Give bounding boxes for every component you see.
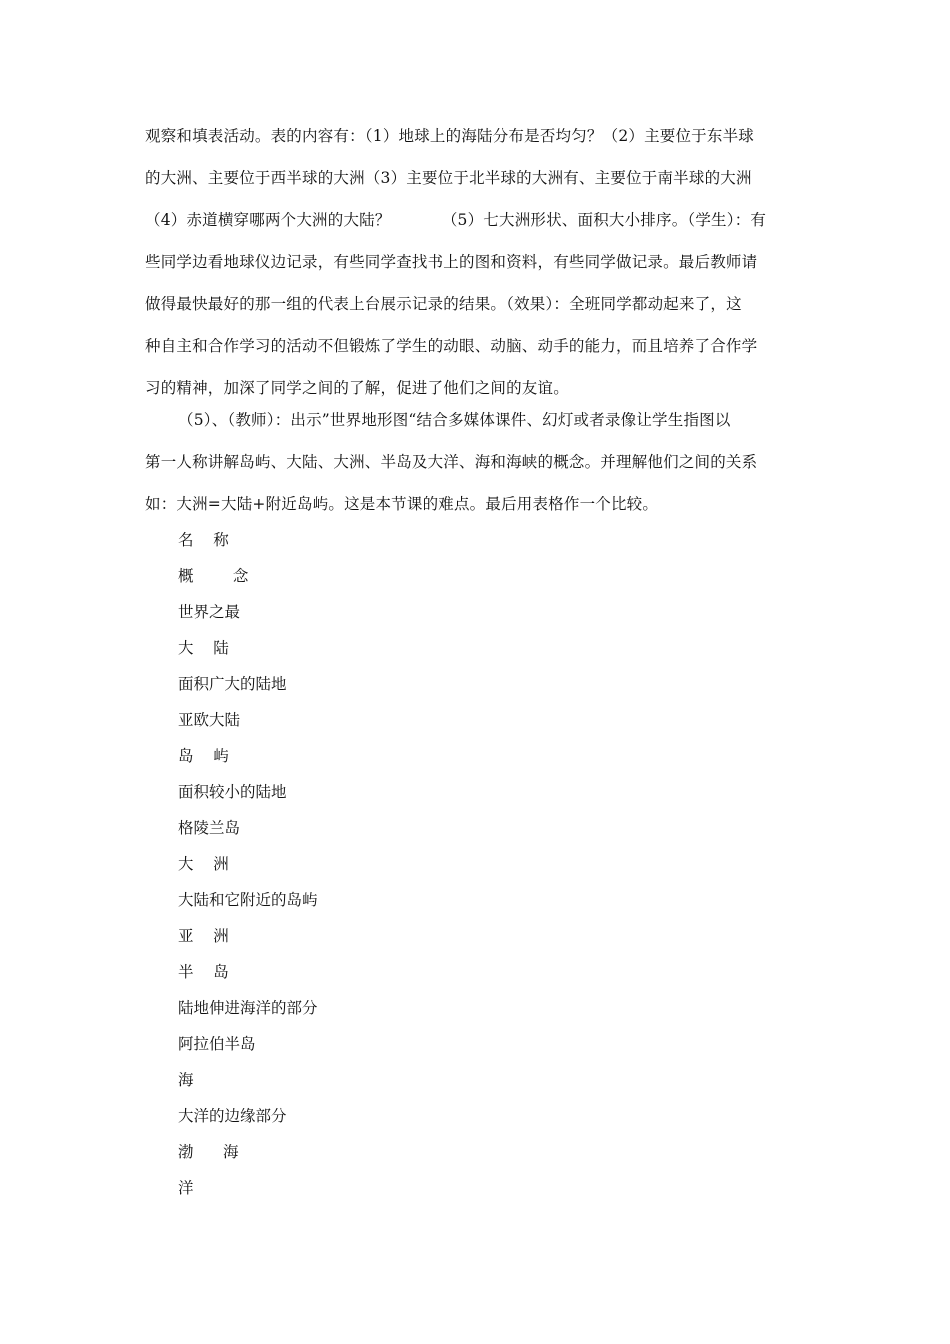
table-item: 阿拉伯半岛 [178,1035,256,1053]
paragraph-line: （5）、（教师）：出示”世界地形图“结合多媒体课件、幻灯或者录像让学生指图以 [178,411,731,429]
paragraph-line: 的大洲、主要位于西半球的大洲（3）主要位于北半球的大洲有、主要位于南半球的大洲 [145,169,752,187]
table-item: 大 陆 [178,639,229,657]
paragraph-line: （4）赤道横穿哪两个大洲的大陆？ （5）七大洲形状、面积大小排序。（学生）：有 [145,211,767,229]
paragraph-line: 观察和填表活动。表的内容有：（1）地球上的海陆分布是否均匀？（2）主要位于东半球 [145,127,754,145]
table-item: 亚 洲 [178,927,229,945]
paragraph-line: 些同学边看地球仪边记录，有些同学查找书上的图和资料，有些同学做记录。最后教师请 [145,253,758,271]
table-item: 岛 屿 [178,747,229,765]
table-item: 海 [178,1071,194,1089]
paragraph-line: 如：大洲=大陆+附近岛屿。这是本节课的难点。最后用表格作一个比较。 [145,495,659,513]
table-item: 世界之最 [178,603,241,621]
table-item: 亚欧大陆 [178,711,241,729]
table-item: 陆地伸进海洋的部分 [178,999,318,1017]
table-item: 渤 海 [178,1143,239,1161]
table-item: 概 念 [178,567,249,585]
table-item: 半 岛 [178,963,229,981]
table-item: 格陵兰岛 [178,819,241,837]
table-item: 名 称 [178,531,229,549]
table-item: 大 洲 [178,855,229,873]
table-item: 面积广大的陆地 [178,675,287,693]
table-item: 大陆和它附近的岛屿 [178,891,318,909]
paragraph-line: 第一人称讲解岛屿、大陆、大洲、半岛及大洋、海和海峡的概念。并理解他们之间的关系 [145,453,758,471]
paragraph-line: 习的精神，加深了同学之间的了解，促进了他们之间的友谊。 [145,379,569,397]
table-item: 洋 [178,1179,194,1197]
paragraph-line: 做得最快最好的那一组的代表上台展示记录的结果。（效果）：全班同学都动起来了，这 [145,295,742,313]
table-item: 面积较小的陆地 [178,783,287,801]
paragraph-line: 种自主和合作学习的活动不但锻炼了学生的动眼、动脑、动手的能力，而且培养了合作学 [145,337,758,355]
table-item: 大洋的边缘部分 [178,1107,287,1125]
